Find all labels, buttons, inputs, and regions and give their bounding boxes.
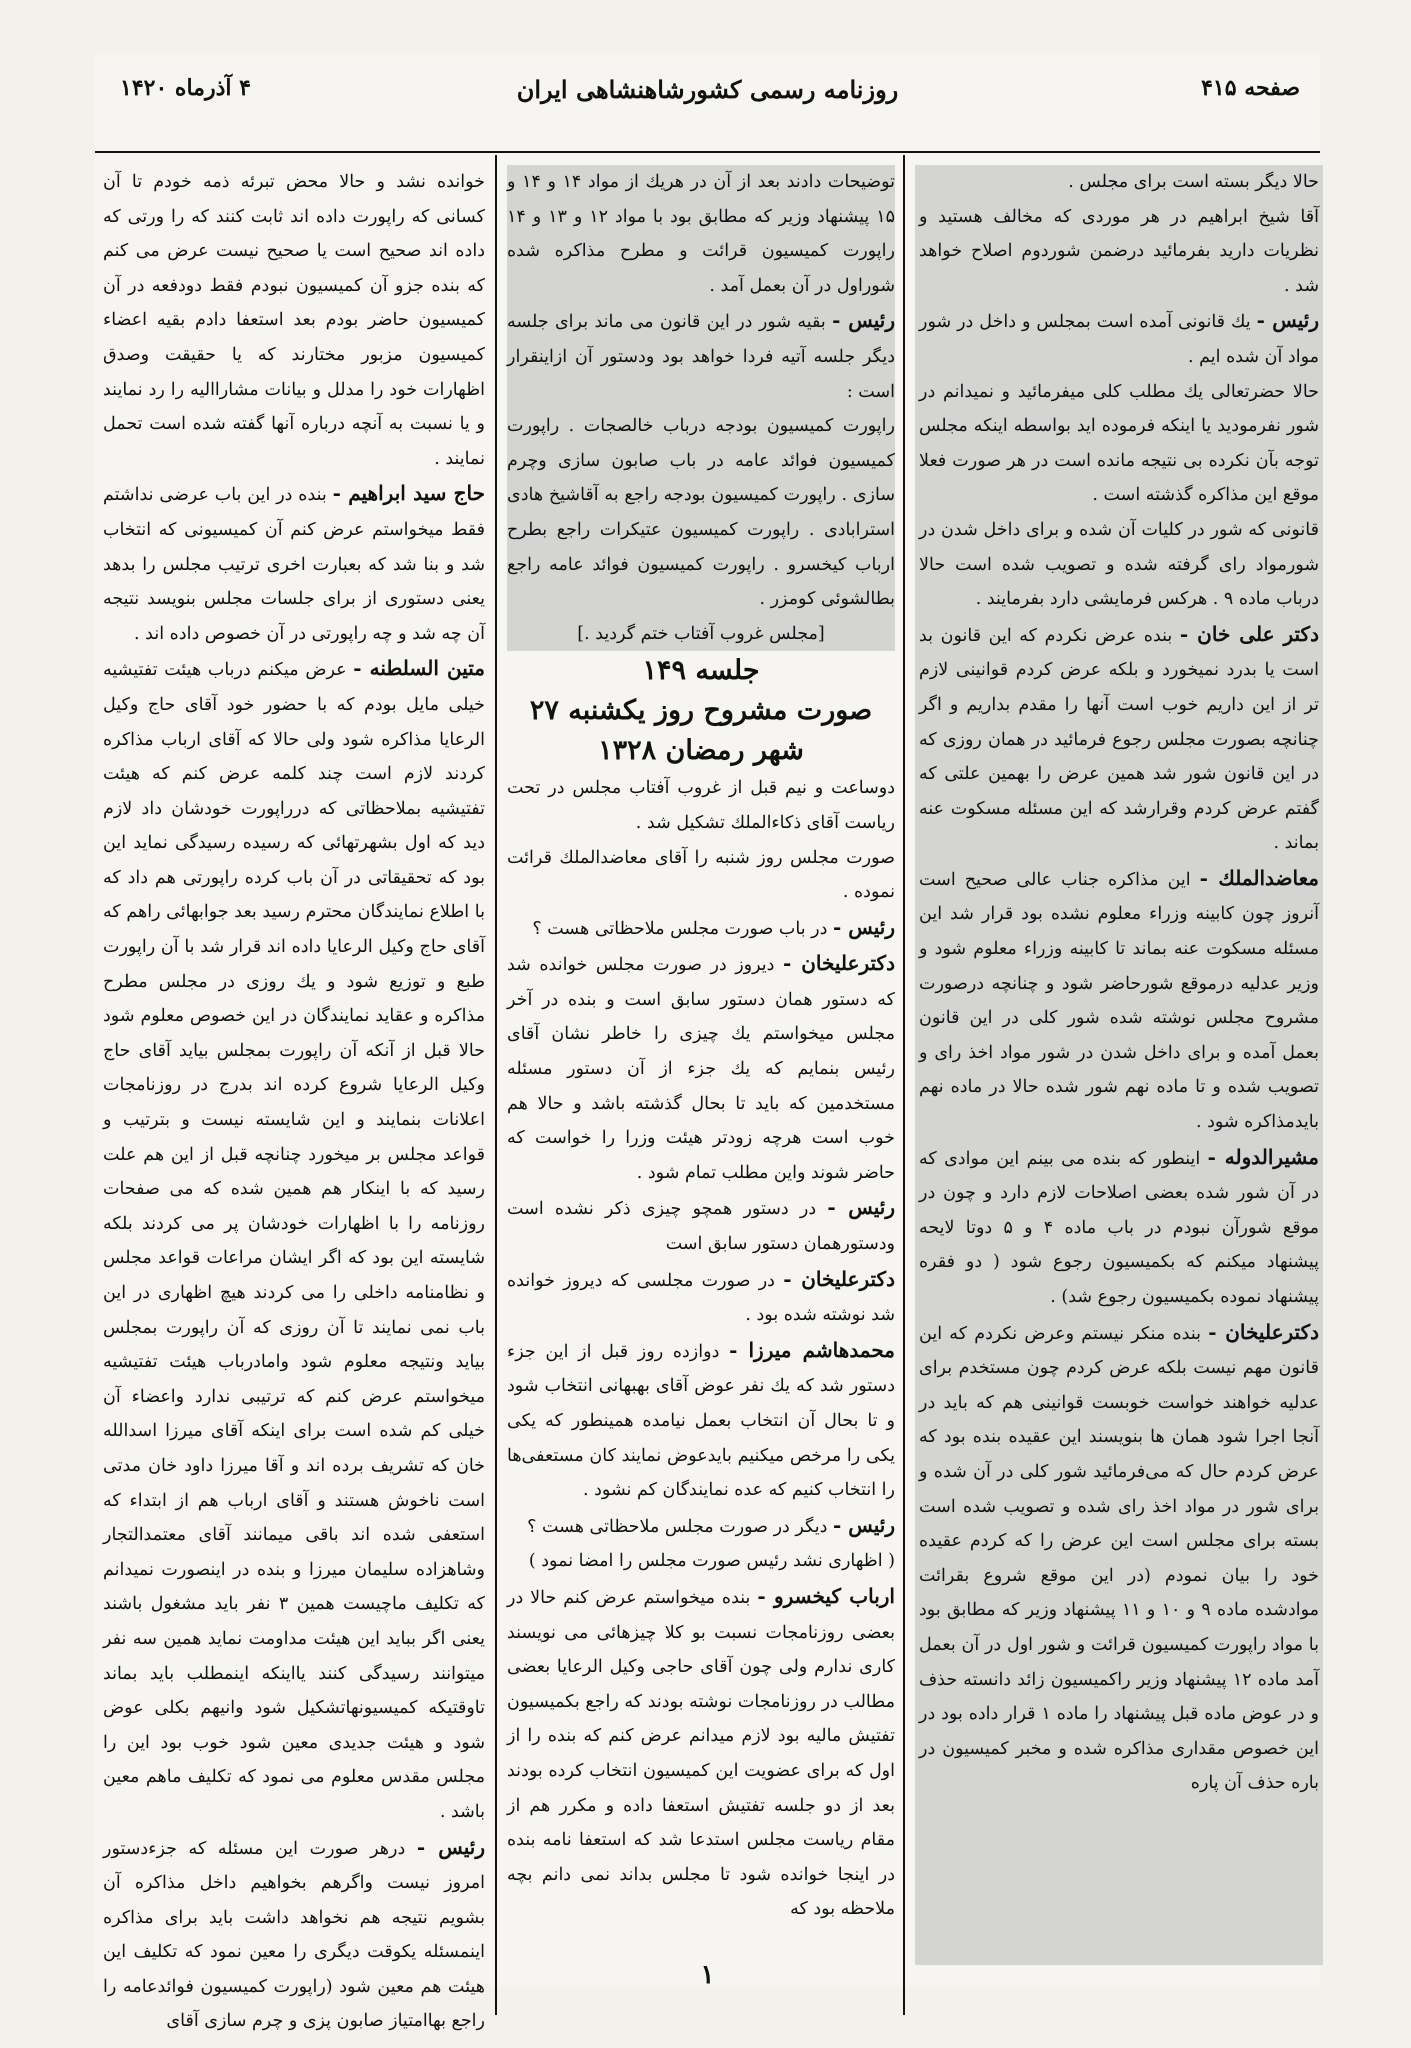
speech-text: در باب صورت مجلس ملاحظاتی هست ؟ [532, 918, 828, 939]
paragraph [507, 1508, 895, 1545]
speaker-name: محمدهاشم میرزا - [729, 1337, 895, 1362]
speaker-name: دکترعلیخان - [1208, 1319, 1319, 1344]
paragraph [507, 910, 895, 947]
paragraph [919, 617, 1319, 861]
adjournment-note: [مجلس غروب آفتاب ختم گردید .] [577, 623, 825, 644]
speaker-name: دکترعلیخان - [783, 1266, 895, 1291]
gazette-page [95, 55, 1320, 2032]
speech-text: در صورت مجلسی که دیروز خوانده شد نوشته شده بود . [507, 1270, 895, 1326]
paragraph: صورت مجلس روز شنبه را آقای معاضدالملك قرائت نموده . [507, 847, 895, 903]
page-number: ۱ [700, 1960, 715, 1990]
paragraph: راپورت کمیسیون بودجه درباب خالصجات . راپورت کمیسیون فوائد عامه در باب صابون سازی وچرم سازی . راپورت کمیسیون بودجه راجع به آقاشیخ هادی استرابادی . راپورت کمیسیون عتیکرات راجع بطرح ارباب کیخسرو . راپورت کمیسیون فوائد عامه راجع بطالشوئی کومزر . [507, 416, 895, 610]
paragraph: خوانده نشد و حالا محض تبرئه ذمه خودم تا آن کسانی که راپورت داده اند ثابت کنند که را ورتی که داده اند صحیح است یا صحیح نیست عرض می کنم که بنده جزو آن کمیسیون نبودم فقط دودفعه در آن کمیسیون حاضر بودم بعد استعفا دادم بقیه اعضاء کمیسیون مزبور مختارند که یا حقیقت وصدق اظهارات خود را مدلل و بیانات مشاراالیه را رد نمایند و یا نسبت به آنچه درباره آنها گفته شده است تحمل نمایند . [103, 172, 485, 469]
paragraph: حالا حضرتعالی یك مطلب کلی میفرمائید و نمیدانم در شور نفرمودید یا اینکه فرموده اید بواسطه اینکه مجلس توجه بآن نکرده بی نتیجه مانده است در هر صورت فعلا موقع این مذاکره گذشته است . [919, 381, 1319, 506]
speaker-name: دکتر علی خان - [1179, 621, 1319, 646]
speaker-name: ارباب کیخسرو - [757, 1583, 895, 1608]
speaker-name: حاج سید ابراهیم - [332, 481, 485, 506]
paragraph [507, 1579, 895, 1927]
newspaper-title: روزنامه رسمی کشورشاهنشاهی ایران [516, 75, 899, 104]
paragraph: آقا شیخ ابراهیم در هر موردی که مخالف هستید و نظریات دارید بفرمائید درضمن شوردوم اصلاح خواهد شد . [919, 206, 1319, 296]
paragraph [919, 303, 1319, 374]
paragraph [103, 476, 485, 651]
speaker-name: دکترعلیخان - [782, 951, 895, 976]
issue-date: ۴ آذرماه ۱۴۲۰ [120, 75, 251, 101]
speaker-name: رئیس - [832, 308, 895, 333]
speech-text: بنده منکر نیستم وعرض نکردم که این قانون مهم نیست بلکه عرض کردم چون مستخدم برای عدلیه خواهند خواست خوبست قوانینی هم که باید در آنجا اجرا شود همان ها بنویسند این عقیده بنده بود که عرض کردم حال که می‌فرمائید شور کلی در آن شده و برای شور در مواد اخذ رای شده و تصویب شده است بسته برای مجلس است این عرض را که کردم عقیده خود را بیان نمودم (در این موقع شروع بقرائت موادشده ماده ۹ و ۱۰ و ۱۱ پیشنهاد وزیر که مطابق بود با مواد راپورت کمیسیون قرائت و شور اول در آن بعمل آمد ماده ۱۲ پیشنهاد وزیر راکمیسیون زائد دانسته حذف و در عوض ماده قبل پیشنهاد را ماده ۱ قرار داده بود در این خصوص مقداری مذاکره شده و مخبر کمیسیون در باره حذف آن پاره [919, 1323, 1320, 1794]
paragraph: قانونی که شور در کلیات آن شده و برای داخل شدن در شورمواد رای گرفته شده و تصویب شده است حالا درباب ماده ۹ . هرکس فرمایشی دارد بفرمایند . [919, 519, 1319, 610]
speaker-name: متین السلطنه - [353, 656, 485, 681]
speech-text: اینطور که بنده می بینم این موادی که در آن شور شده بعضی اصلاحات لازم دارد و چون در موقع شورآن نبودم در باب ماده ۴ و ۵ دوتا لایحه پیشنهاد میکنم که بکمیسیون رجوع شود ( دو فقره پیشنهاد نموده بکمیسیون رجوع شد) . [919, 1148, 1319, 1307]
page-label: صفحه ۴۱۵ [1201, 75, 1300, 101]
speaker-name: رئیس - [827, 1195, 895, 1220]
paragraph [103, 1830, 485, 2040]
paragraph: توضیحات دادند بعد از آن در هریك از مواد ۱۴ و ۱۴ و ۱۵ پیشنهاد وزیر که مطابق بود با مواد ۱۲ و ۱۳ و ۱۴ راپورت کمیسیون قرائت و مطرح مذاکره شده شوراول در آن بعمل آمد . [507, 172, 895, 296]
speech-text: دیروز در صورت مجلس خوانده شد که دستور همان دستور سابق است و بنده در آخر مجلس میخواستم یك چیزی را خاطر نشان آقای رئیس بنمایم که یك جزء از آن دستور مسئله مستخدمین که باید تا بحال گذشته باشد و حالا هم خوب است هرچه زودتر هیئت وزرا را خواست که حاضر شوند واین مطلب تمام شود . [507, 955, 895, 1183]
paragraph [507, 303, 895, 409]
paragraph [919, 1140, 1319, 1315]
speech-text: عرض میکنم درباب هیئت تفتیشیه خیلی مایل بودم که با حضور خود آقای حاج وکیل الرعایا مذاکره شود ولی حالا که آقای ارباب مذاکره کردند لازم است چند کلمه عرض کنم که هیئت تفتیشیه بملاحظاتی که درراپورت خودشان داد لازم دید که اول بشهرتهائی که رسیده رسیدگی نماید این بود که تحقیقاتی در آن باب کرده راپورتی هم داد که با اطلاع نمایندگان محترم رسید بعد جوابهائی راهم که آقای حاج وکیل الرعایا داده اند قرار شد با آن راپورت طبع و توزیع شود و یك روزی در مجلس مطرح مذاکره و عقاید نمایندگان در این خصوص معلوم شود حالا قبل از آنکه آن راپورت بمجلس بیاید آقای حاج وکیل الرعایا شروع کرده اند بدرج در روزنامجات اعلانات بنمایند و این شایسته نیست و بترتیب و قواعد مجلس بر میخورد چنانچه قبل از این هم علت رسید که با اینکار هم همین شده که می صفحات روزنامه را با اظهارات خودشان پر می کردند بلکه شایسته این بود که اگر ایشان مراعات قواعد مجلس و نظامنامه داخلی را می کردند هیچ اظهاری در این باب نمی نمایند تا آن روزی که آن راپورت بمجلس بیاید ونتیجه معلوم شود وامادرباب هیئت تفتیشیه میخواستم عرض کنم که ترتیبی ندارد واعضاء آن خیلی کم شده است برای اینکه آقای میرزا اسدالله خان که تشریف برده اند و آقا میرزا داود خان مدتی است ناخوش هستند و آقای ارباب هم از ابتداء که استعفی شده اند باقی میمانند آقای معتمدالتجار وشاهزاده سلیمان میرزا و بنده در اینصورت نمیدانم که تکلیف ماچیست همین ۳ نفر باید مشغول باشند یعنی اگر بباید این هیئت مداومت نماید همین سه نفر میتوانند رسیدگی کنند یااینکه اینمطلب باید بماند تاوقتیکه کمیسیونهاتشکیل شود وانیهم بکلی عوض شود و هیئت جدیدی معین شود خوب بود این را مجلس مقدس معلوم می نمود که تکلیف ماهم معین باشد . [103, 660, 485, 1822]
paragraph [919, 1315, 1319, 1801]
speaker-name: رئیس - [416, 1834, 485, 1859]
speech-text: بنده میخواستم عرض کنم حالا در بعضی روزنامجات نسبت بو کلا چیزهائی می نویسند کاری ندارم ولی چون آقای حاجی وکیل الرعایا بعضی مطالب در روزنامجات نوشته بودند که راجع بکمیسیون تفتیش مالیه بود لازم میدانم عرض کنم که بنده را از اول که برای عضویت این کمیسیون انتخاب کرده بودند بعد از دو جلسه تفتیش استعفا داده و مکرر هم از مقام ریاست مجلس استدعا شد که استعفا نامه بنده در اینجا خوانده شود تا مجلس بداند نمی دانم بچه ملاحظه بود که [507, 1587, 895, 1920]
session-heading: صورت مشروح روز یکشنبه ۲۷ [529, 695, 873, 727]
paragraph: دوساعت و نیم قبل از غروب آفتاب مجلس در تحت ریاست آقای ذکاءالملك تشکیل شد . [507, 778, 895, 833]
paragraph [507, 946, 895, 1190]
speech-text: دیگر در صورت مجلس ملاحظاتی هست ؟ [527, 1516, 828, 1537]
column-divider-right [903, 155, 905, 2015]
right-column [915, 165, 1323, 1965]
speech-text: یك قانونی آمده است بمجلس و داخل در شور مواد آن شده ایم . [919, 312, 1319, 367]
paragraph [919, 861, 1319, 1140]
speech-text: این مذاکره جناب عالی صحیح است آنروز چون کابینه وزراء معلوم نشده بود قرار شد این مسئله مسکوت عنه بماند تا کابینه وزراء معلوم شود و وزیر عدلیه درموقع شورحاضر شود و چنانچه درصورت مشروح مجلس نوشته شده شور کلی در این قانون بعمل آمده و برای داخل شدن در شور مواد اخذ رای و تصویب شده و تا ماده نهم شور شده حالا در ماده نهم بایدمذاکره شود . [919, 869, 1319, 1133]
speech-text: بنده عرض نکردم که این قانون بد است یا بدرد نمیخورد و بلکه عرض کردم قوانینی لازم تر از این داریم خوب است آنها را مقدم بداریم و اگر چنانچه بصورت مجلس رجوع فرمائید در همان روزی که در این قانون شور شد همین عرض را بهمین علتی که گفتم عرض کردم وقرارشد که این مسئله مسکوت عنه بماند . [919, 625, 1319, 854]
speech-text: در دستور همچو چیزی ذکر نشده است ودستورهمان دستور سابق است [507, 1199, 895, 1255]
session-heading-date: شهر رمضان ۱۳۲۸ [598, 735, 804, 767]
paragraph [507, 1333, 895, 1508]
speaker-name: رئیس - [1256, 308, 1319, 333]
session-number: جلسه ۱۴۹ [642, 655, 760, 687]
left-column [103, 165, 485, 2039]
paragraph: ( اظهاری نشد رئیس صورت مجلس را امضا نمود ) [528, 1551, 895, 1572]
paragraph: حالا دیگر بسته است برای مجلس . [1068, 172, 1319, 192]
column-divider-left [495, 155, 497, 2015]
paragraph [507, 1190, 895, 1261]
middle-column [507, 165, 895, 1927]
session-end-block [507, 165, 895, 651]
page-header [95, 67, 1320, 127]
speaker-name: رئیس - [832, 914, 895, 939]
paragraph [103, 651, 485, 1829]
speech-text: درهر صورت این مسئله که جزءدستور امروز نیست واگرهم بخواهیم داخل مذاکره آن بشویم نتیجه هم نخواهد داشت باید برای مذاکره اینمسئله یکوقت دیگری را معین نمود که تکلیف این هیئت هم معین شود (راپورت کمیسیون فوائدعامه را راجع بهاامتیاز صابون پزی و چرم سازی آقای [103, 1838, 485, 2032]
header-rule [95, 151, 1320, 153]
speech-text: بقیه شور در این قانون می ماند برای جلسه دیگر جلسه آتیه فردا خواهد بود ودستور آن ازاینقرار است : [507, 312, 895, 402]
speaker-name: رئیس - [832, 1512, 895, 1537]
speech-text: بنده در این باب عرضی نداشتم فقط میخواستم عرض کنم آن کمیسیونی که انتخاب شد و بنا شد که بعبارت اخری ترتیب مجلس را بدهد یعنی دستوری از برای جلسات مجلس بنویسد نتیجه آن چه شد و چه راپورتی در آن خصوص داده اند . [103, 485, 485, 644]
speech-text: دوازده روز قبل از این جزء دستور شد که یك نفر عوض آقای بهبهانی انتخاب شود و تا بحال آن انتخاب بعمل نیامده همینطور که یکی یکی را مرخص میکنیم بایدعوض نمایند کان مستعفی‌ها را انتخاب کنیم که عده نمایندگان کم نشود . [507, 1341, 895, 1501]
speaker-name: معاضدالملك - [1199, 865, 1319, 890]
speaker-name: مشیرالدوله - [1207, 1144, 1319, 1169]
paragraph [507, 1262, 895, 1333]
